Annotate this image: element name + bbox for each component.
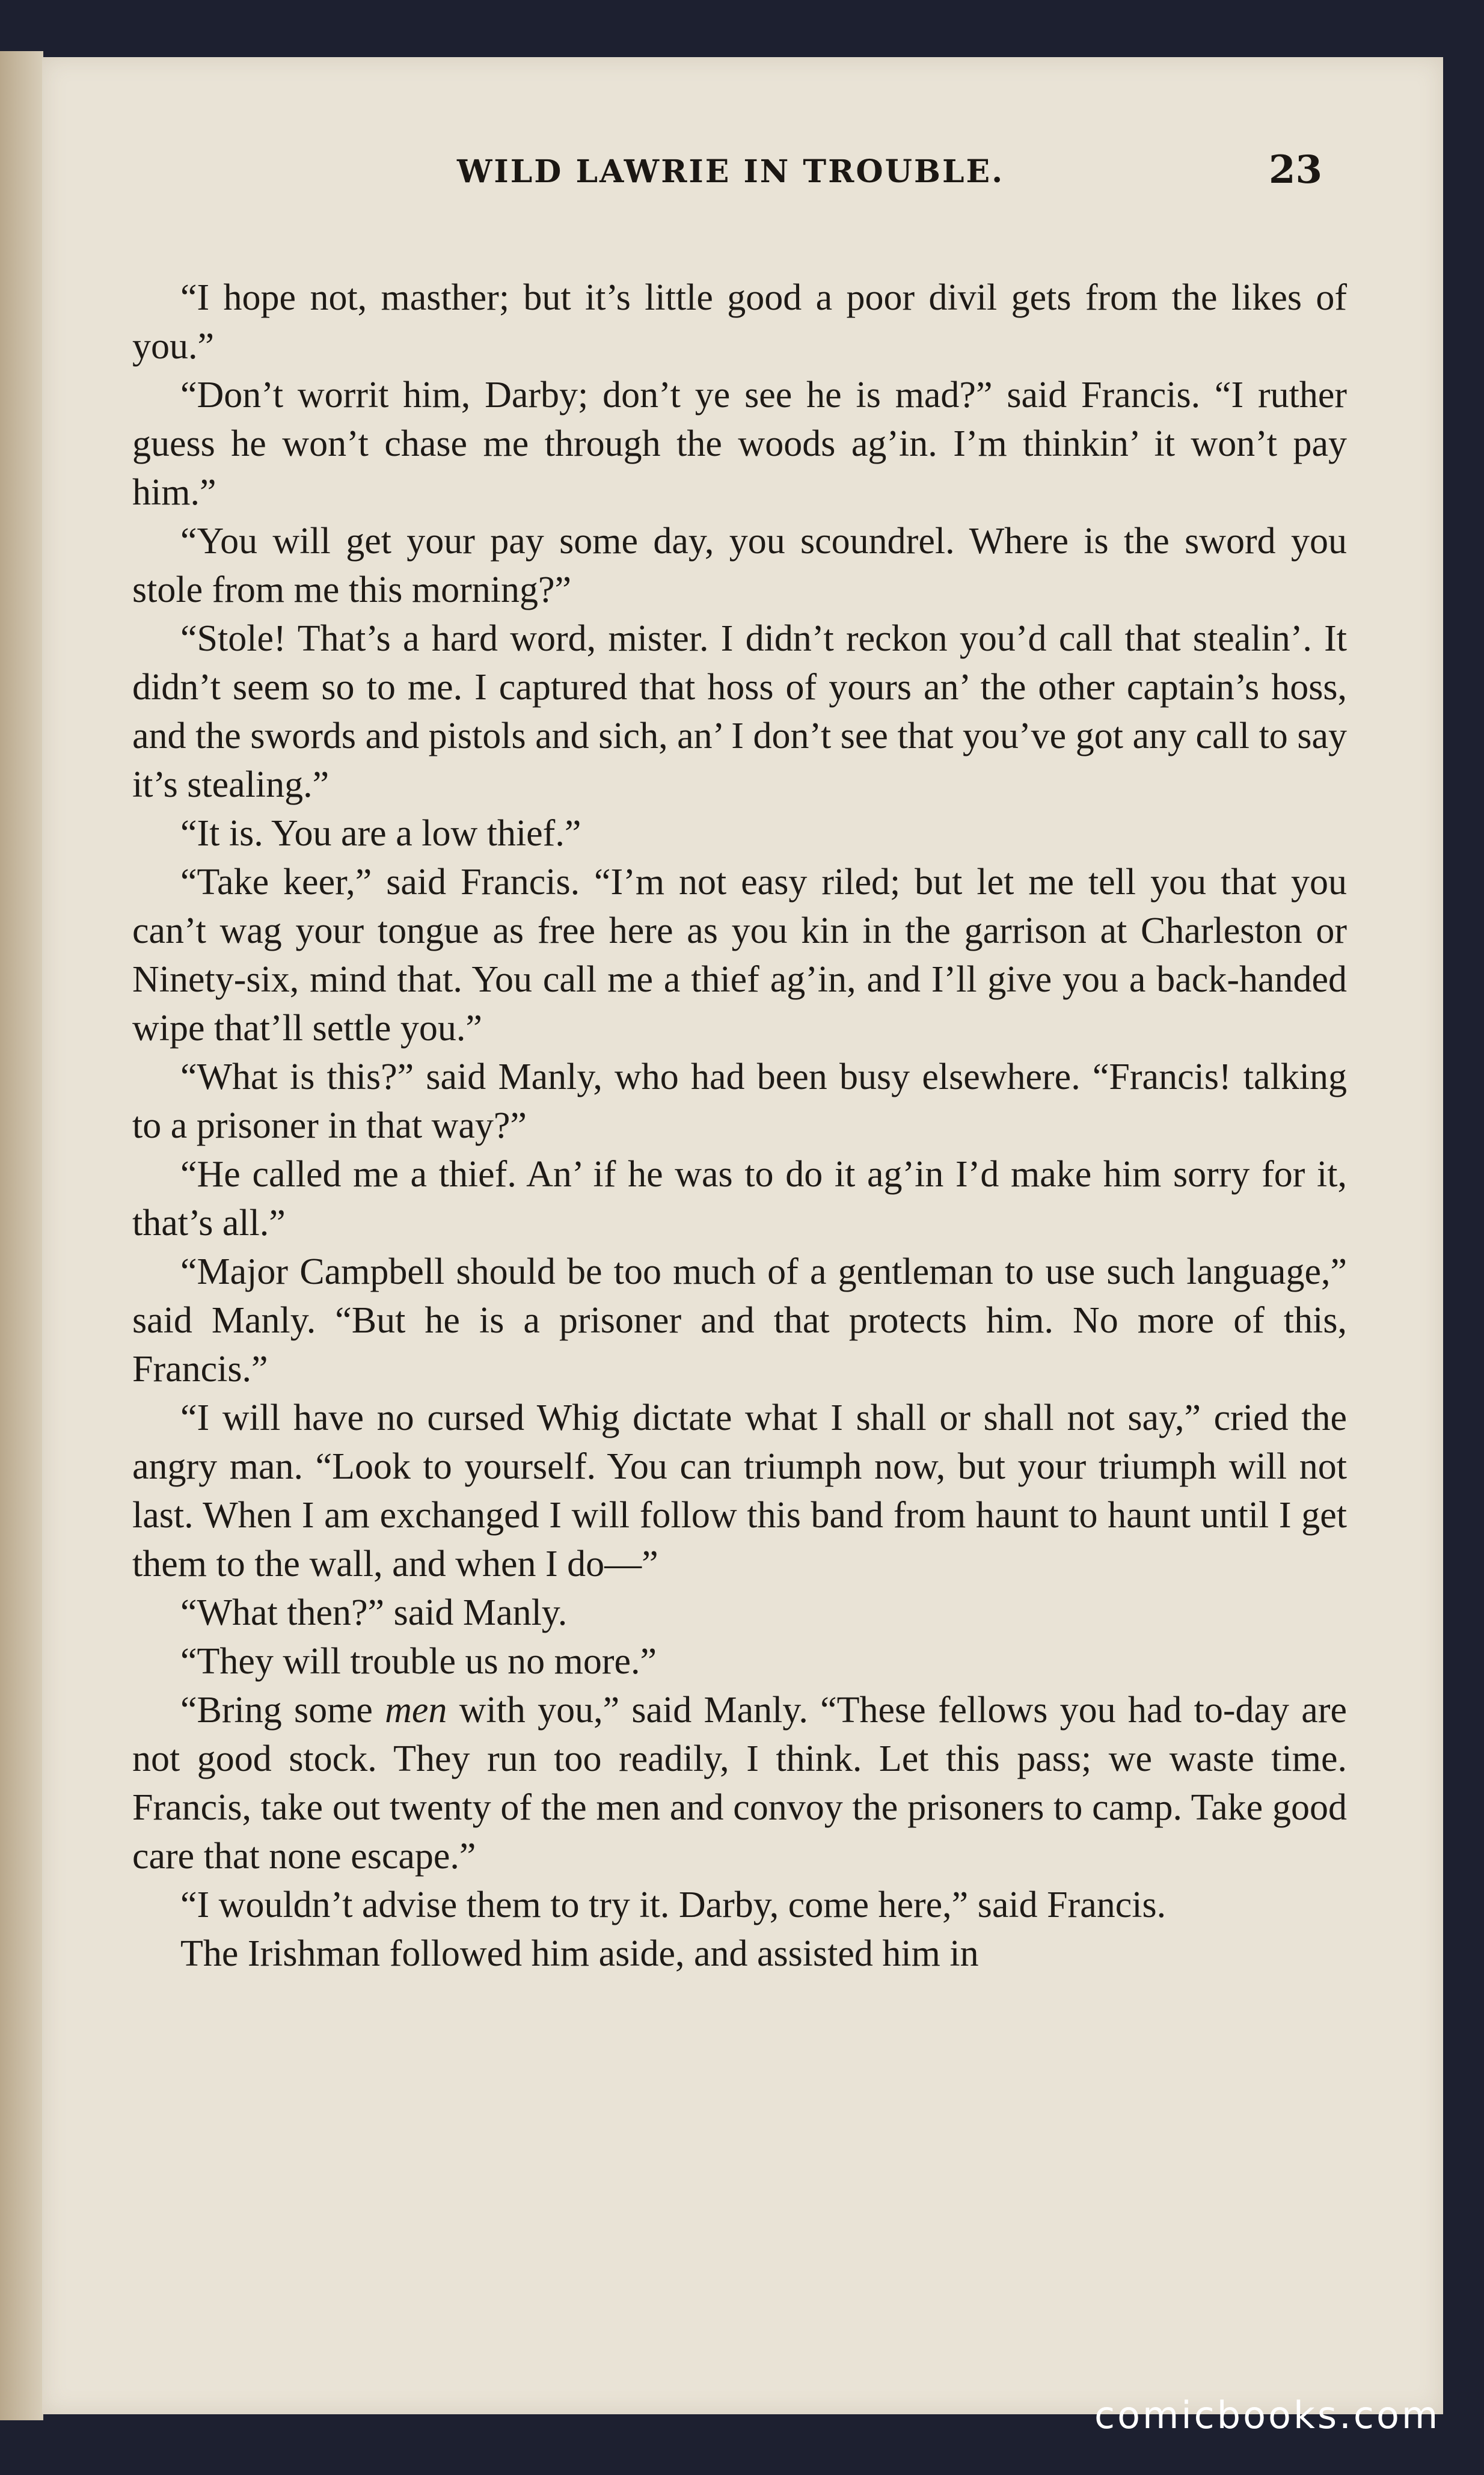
running-head: WILD LAWRIE IN TROUBLE.: [457, 153, 1005, 190]
paragraph: “Take keer,” said Francis. “I’m not easy riled; but let me tell you that you can’t wag your tongue as free here as you kin in the garrison at Charleston or Ninety-six, mind that. You call me a thief ag’in, and I’ll give you a back-handed wipe that’ll settle you.”: [132, 862, 1347, 1049]
paragraph: “I wouldn’t advise them to try it. Darby, come here,” said Francis.: [180, 1885, 1167, 1925]
paragraph: “He called me a thief. An’ if he was to do it ag’in I’d make him sorry for it, that’s all.”: [132, 1154, 1347, 1244]
paragraph: “It is. You are a low thief.”: [180, 813, 581, 854]
paragraph-with-italic: [132, 1686, 1347, 1881]
paragraph: “I will have no cursed Whig dictate what I shall or shall not say,” cried the angry man. “Look to yourself. You can triumph now, but your triumph will not last. When I am exchanged I will follow this band from haunt to haunt until I get them to the wall, and when I do—”: [132, 1397, 1347, 1584]
italic-word: men: [385, 1690, 447, 1731]
paragraph: The Irishman followed him aside, and assisted him in: [180, 1933, 979, 1974]
paragraph-text: “Bring some: [180, 1690, 385, 1731]
paragraph: “What then?” said Manly.: [180, 1592, 568, 1633]
paragraph: “Stole! That’s a hard word, mister. I didn’t reckon you’d call that stealin’. It didn’t seem so to me. I captured that hoss of yours an’ the other captain’s hoss, and the swords and pistols and sich, an’ I don’t see that you’ve got any call to say it’s stealing.”: [132, 618, 1347, 805]
paragraph: “What is this?” said Manly, who had been busy elsewhere. “Francis! talking to a prisoner in that way?”: [132, 1057, 1347, 1146]
book-page: [42, 57, 1443, 2414]
paragraph: “I hope not, masther; but it’s little good a poor divil gets from the likes of you.”: [132, 277, 1347, 367]
book-spine-edge: [0, 51, 43, 2420]
site-watermark: comicbooks.com: [1094, 2393, 1441, 2437]
paragraph: “Major Campbell should be too much of a gentleman to use such language,” said Manly. “But he is a prisoner and that protects him. No more of this, Francis.”: [132, 1251, 1347, 1390]
page-header: [42, 135, 1443, 207]
body-text: [132, 274, 1347, 1978]
paragraph-text: with you,” said Manly. “These fellows you had to-day are not good stock. They run too readily, I think. Let this pass; we waste time. Francis, take out twenty of the men and convoy the prisoners to camp. Take good care that none escape.”: [132, 1690, 1347, 1877]
paragraph: “They will trouble us no more.”: [180, 1641, 657, 1682]
paragraph: “You will get your pay some day, you scoundrel. Where is the sword you stole from me this morning?”: [132, 521, 1347, 610]
page-number: 23: [1269, 147, 1323, 192]
paragraph: “Don’t worrit him, Darby; don’t ye see he is mad?” said Francis. “I ruther guess he won’t chase me through the woods ag’in. I’m thinkin’ it won’t pay him.”: [132, 375, 1347, 513]
